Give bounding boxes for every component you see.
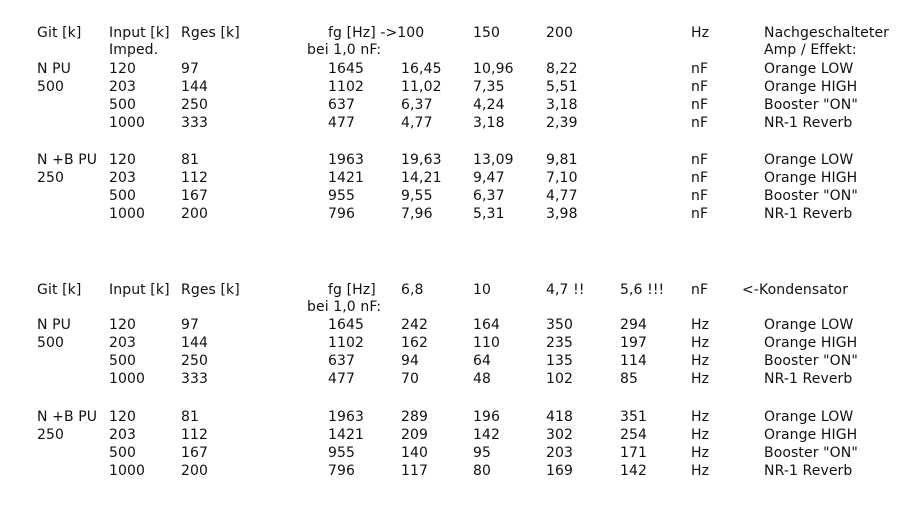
header-col200: 200 xyxy=(546,25,574,41)
group-value: 250 xyxy=(37,427,65,443)
cell-v3: 102 xyxy=(546,371,574,387)
group-label: N +B PU xyxy=(37,152,98,168)
cell-v1: 289 xyxy=(401,409,429,425)
cell-input: 1000 xyxy=(109,206,146,222)
cell-fg: 1963 xyxy=(328,409,365,425)
cell-v1: 19,63 xyxy=(401,152,442,168)
header-nach1: Nachgeschalteter xyxy=(764,25,890,41)
header-bei: bei 1,0 nF: xyxy=(307,299,382,315)
cell-v4: 85 xyxy=(620,371,639,387)
cell-v4: 294 xyxy=(620,317,648,333)
cell-input: 120 xyxy=(109,409,137,425)
cell-amp: Orange LOW xyxy=(764,317,854,333)
cell-fg: 1421 xyxy=(328,427,365,443)
header-kondensator: <-Kondensator xyxy=(742,282,849,298)
cell-fg: 477 xyxy=(328,115,356,131)
cell-unit: Hz xyxy=(691,445,710,461)
cell-v1: 6,37 xyxy=(401,97,433,113)
cell-v2: 196 xyxy=(473,409,501,425)
cell-amp: NR-1 Reverb xyxy=(764,371,853,387)
cell-v4: 114 xyxy=(620,353,648,369)
cell-unit: nF xyxy=(691,115,709,131)
cell-input: 120 xyxy=(109,152,137,168)
cell-input: 1000 xyxy=(109,371,146,387)
cell-unit: Hz xyxy=(691,353,710,369)
header-nach2: Amp / Effekt: xyxy=(764,42,857,58)
cell-v3: 9,81 xyxy=(546,152,578,168)
cell-v2: 13,09 xyxy=(473,152,514,168)
cell-unit: Hz xyxy=(691,371,710,387)
cell-fg: 637 xyxy=(328,97,356,113)
cell-v1: 9,55 xyxy=(401,188,433,204)
cell-v4: 254 xyxy=(620,427,648,443)
cell-v4: 351 xyxy=(620,409,648,425)
header-c10: 10 xyxy=(473,282,492,298)
cell-unit: nF xyxy=(691,170,709,186)
cell-fg: 796 xyxy=(328,463,356,479)
cell-input: 500 xyxy=(109,445,137,461)
cell-v3: 4,77 xyxy=(546,188,578,204)
cell-v2: 142 xyxy=(473,427,501,443)
cell-rges: 167 xyxy=(181,445,209,461)
cell-amp: Orange LOW xyxy=(764,409,854,425)
cell-amp: Booster "ON" xyxy=(764,445,858,461)
cell-v3: 2,39 xyxy=(546,115,578,131)
cell-input: 500 xyxy=(109,97,137,113)
cell-rges: 250 xyxy=(181,353,209,369)
cell-v1: 242 xyxy=(401,317,429,333)
cell-amp: Booster "ON" xyxy=(764,97,858,113)
cell-unit: nF xyxy=(691,206,709,222)
cell-amp: Orange HIGH xyxy=(764,427,858,443)
header-fg: fg [Hz] ->100 xyxy=(328,25,425,41)
cell-fg: 637 xyxy=(328,353,356,369)
cell-rges: 144 xyxy=(181,335,209,351)
cell-v3: 3,98 xyxy=(546,206,578,222)
cell-unit: Hz xyxy=(691,463,710,479)
cell-rges: 200 xyxy=(181,206,209,222)
cell-unit: nF xyxy=(691,97,709,113)
cell-rges: 333 xyxy=(181,115,209,131)
cell-fg: 955 xyxy=(328,445,356,461)
cell-rges: 167 xyxy=(181,188,209,204)
cell-v2: 4,24 xyxy=(473,97,505,113)
group-label: N PU xyxy=(37,61,72,77)
cell-input: 120 xyxy=(109,61,137,77)
cell-v1: 14,21 xyxy=(401,170,442,186)
cell-amp: Orange LOW xyxy=(764,152,854,168)
cell-v1: 140 xyxy=(401,445,429,461)
cell-fg: 1421 xyxy=(328,170,365,186)
cell-fg: 477 xyxy=(328,371,356,387)
header-git: Git [k] xyxy=(37,25,82,41)
group-value: 250 xyxy=(37,170,65,186)
cell-v3: 3,18 xyxy=(546,97,578,113)
cell-v3: 169 xyxy=(546,463,574,479)
cell-v2: 5,31 xyxy=(473,206,505,222)
cell-input: 203 xyxy=(109,79,137,95)
header-bei: bei 1,0 nF: xyxy=(307,42,382,58)
cell-unit: nF xyxy=(691,61,709,77)
cell-unit: nF xyxy=(691,188,709,204)
cell-v3: 135 xyxy=(546,353,574,369)
header-input: Input [k] xyxy=(109,282,170,298)
cell-v2: 64 xyxy=(473,353,492,369)
cell-amp: Orange HIGH xyxy=(764,79,858,95)
cell-v4: 171 xyxy=(620,445,648,461)
cell-amp: Booster "ON" xyxy=(764,353,858,369)
cell-unit: Hz xyxy=(691,317,710,333)
header-imped: Imped. xyxy=(109,42,159,58)
cell-v3: 235 xyxy=(546,335,574,351)
cell-fg: 1645 xyxy=(328,317,365,333)
cell-v3: 350 xyxy=(546,317,574,333)
cell-fg: 955 xyxy=(328,188,356,204)
cell-v2: 9,47 xyxy=(473,170,505,186)
header-fg: fg [Hz] xyxy=(328,282,376,298)
header-rges: Rges [k] xyxy=(181,282,240,298)
cell-unit: nF xyxy=(691,79,709,95)
cell-unit: Hz xyxy=(691,427,710,443)
cell-input: 1000 xyxy=(109,115,146,131)
cell-input: 203 xyxy=(109,170,137,186)
cell-fg: 796 xyxy=(328,206,356,222)
group-label: N PU xyxy=(37,317,72,333)
cell-v4: 197 xyxy=(620,335,648,351)
cell-input: 500 xyxy=(109,188,137,204)
cell-rges: 81 xyxy=(181,409,200,425)
cell-rges: 97 xyxy=(181,317,200,333)
cell-fg: 1102 xyxy=(328,79,365,95)
cell-unit: Hz xyxy=(691,409,710,425)
cell-v1: 11,02 xyxy=(401,79,442,95)
cell-v2: 48 xyxy=(473,371,492,387)
header-c47: 4,7 !! xyxy=(546,282,585,298)
cell-fg: 1645 xyxy=(328,61,365,77)
cell-v2: 164 xyxy=(473,317,501,333)
cell-input: 203 xyxy=(109,335,137,351)
header-git: Git [k] xyxy=(37,282,82,298)
header-rges: Rges [k] xyxy=(181,25,240,41)
cell-v2: 7,35 xyxy=(473,79,505,95)
cell-v1: 16,45 xyxy=(401,61,442,77)
cell-v2: 80 xyxy=(473,463,492,479)
header-input: Input [k] xyxy=(109,25,170,41)
cell-rges: 112 xyxy=(181,170,209,186)
cell-rges: 144 xyxy=(181,79,209,95)
header-c56: 5,6 !!! xyxy=(620,282,665,298)
cell-unit: Hz xyxy=(691,335,710,351)
cell-v1: 117 xyxy=(401,463,429,479)
cell-v3: 8,22 xyxy=(546,61,578,77)
cell-input: 1000 xyxy=(109,463,146,479)
cell-v3: 418 xyxy=(546,409,574,425)
cell-v1: 4,77 xyxy=(401,115,433,131)
cell-rges: 333 xyxy=(181,371,209,387)
cell-v3: 302 xyxy=(546,427,574,443)
header-unit: Hz xyxy=(691,25,710,41)
cell-v1: 7,96 xyxy=(401,206,433,222)
cell-v3: 7,10 xyxy=(546,170,578,186)
cell-amp: Orange LOW xyxy=(764,61,854,77)
header-c68: 6,8 xyxy=(401,282,424,298)
cell-v2: 110 xyxy=(473,335,501,351)
cell-v2: 6,37 xyxy=(473,188,505,204)
cell-fg: 1963 xyxy=(328,152,365,168)
group-value: 500 xyxy=(37,335,65,351)
cell-v2: 95 xyxy=(473,445,492,461)
cell-v3: 5,51 xyxy=(546,79,578,95)
cell-v3: 203 xyxy=(546,445,574,461)
cell-amp: Orange HIGH xyxy=(764,335,858,351)
cell-input: 500 xyxy=(109,353,137,369)
cell-amp: Booster "ON" xyxy=(764,188,858,204)
cell-input: 203 xyxy=(109,427,137,443)
cell-rges: 250 xyxy=(181,97,209,113)
cell-v1: 209 xyxy=(401,427,429,443)
cell-fg: 1102 xyxy=(328,335,365,351)
cell-amp: NR-1 Reverb xyxy=(764,115,853,131)
cell-rges: 97 xyxy=(181,61,200,77)
cell-amp: NR-1 Reverb xyxy=(764,206,853,222)
cell-v2: 10,96 xyxy=(473,61,514,77)
cell-v1: 70 xyxy=(401,371,420,387)
cell-v1: 162 xyxy=(401,335,429,351)
cell-unit: nF xyxy=(691,152,709,168)
cell-amp: Orange HIGH xyxy=(764,170,858,186)
cell-input: 120 xyxy=(109,317,137,333)
cell-amp: NR-1 Reverb xyxy=(764,463,853,479)
cell-v1: 94 xyxy=(401,353,420,369)
group-label: N +B PU xyxy=(37,409,98,425)
group-value: 500 xyxy=(37,79,65,95)
header-unit: nF xyxy=(691,282,709,298)
cell-v4: 142 xyxy=(620,463,648,479)
cell-rges: 112 xyxy=(181,427,209,443)
cell-rges: 81 xyxy=(181,152,200,168)
cell-rges: 200 xyxy=(181,463,209,479)
header-col150: 150 xyxy=(473,25,501,41)
cell-v2: 3,18 xyxy=(473,115,505,131)
